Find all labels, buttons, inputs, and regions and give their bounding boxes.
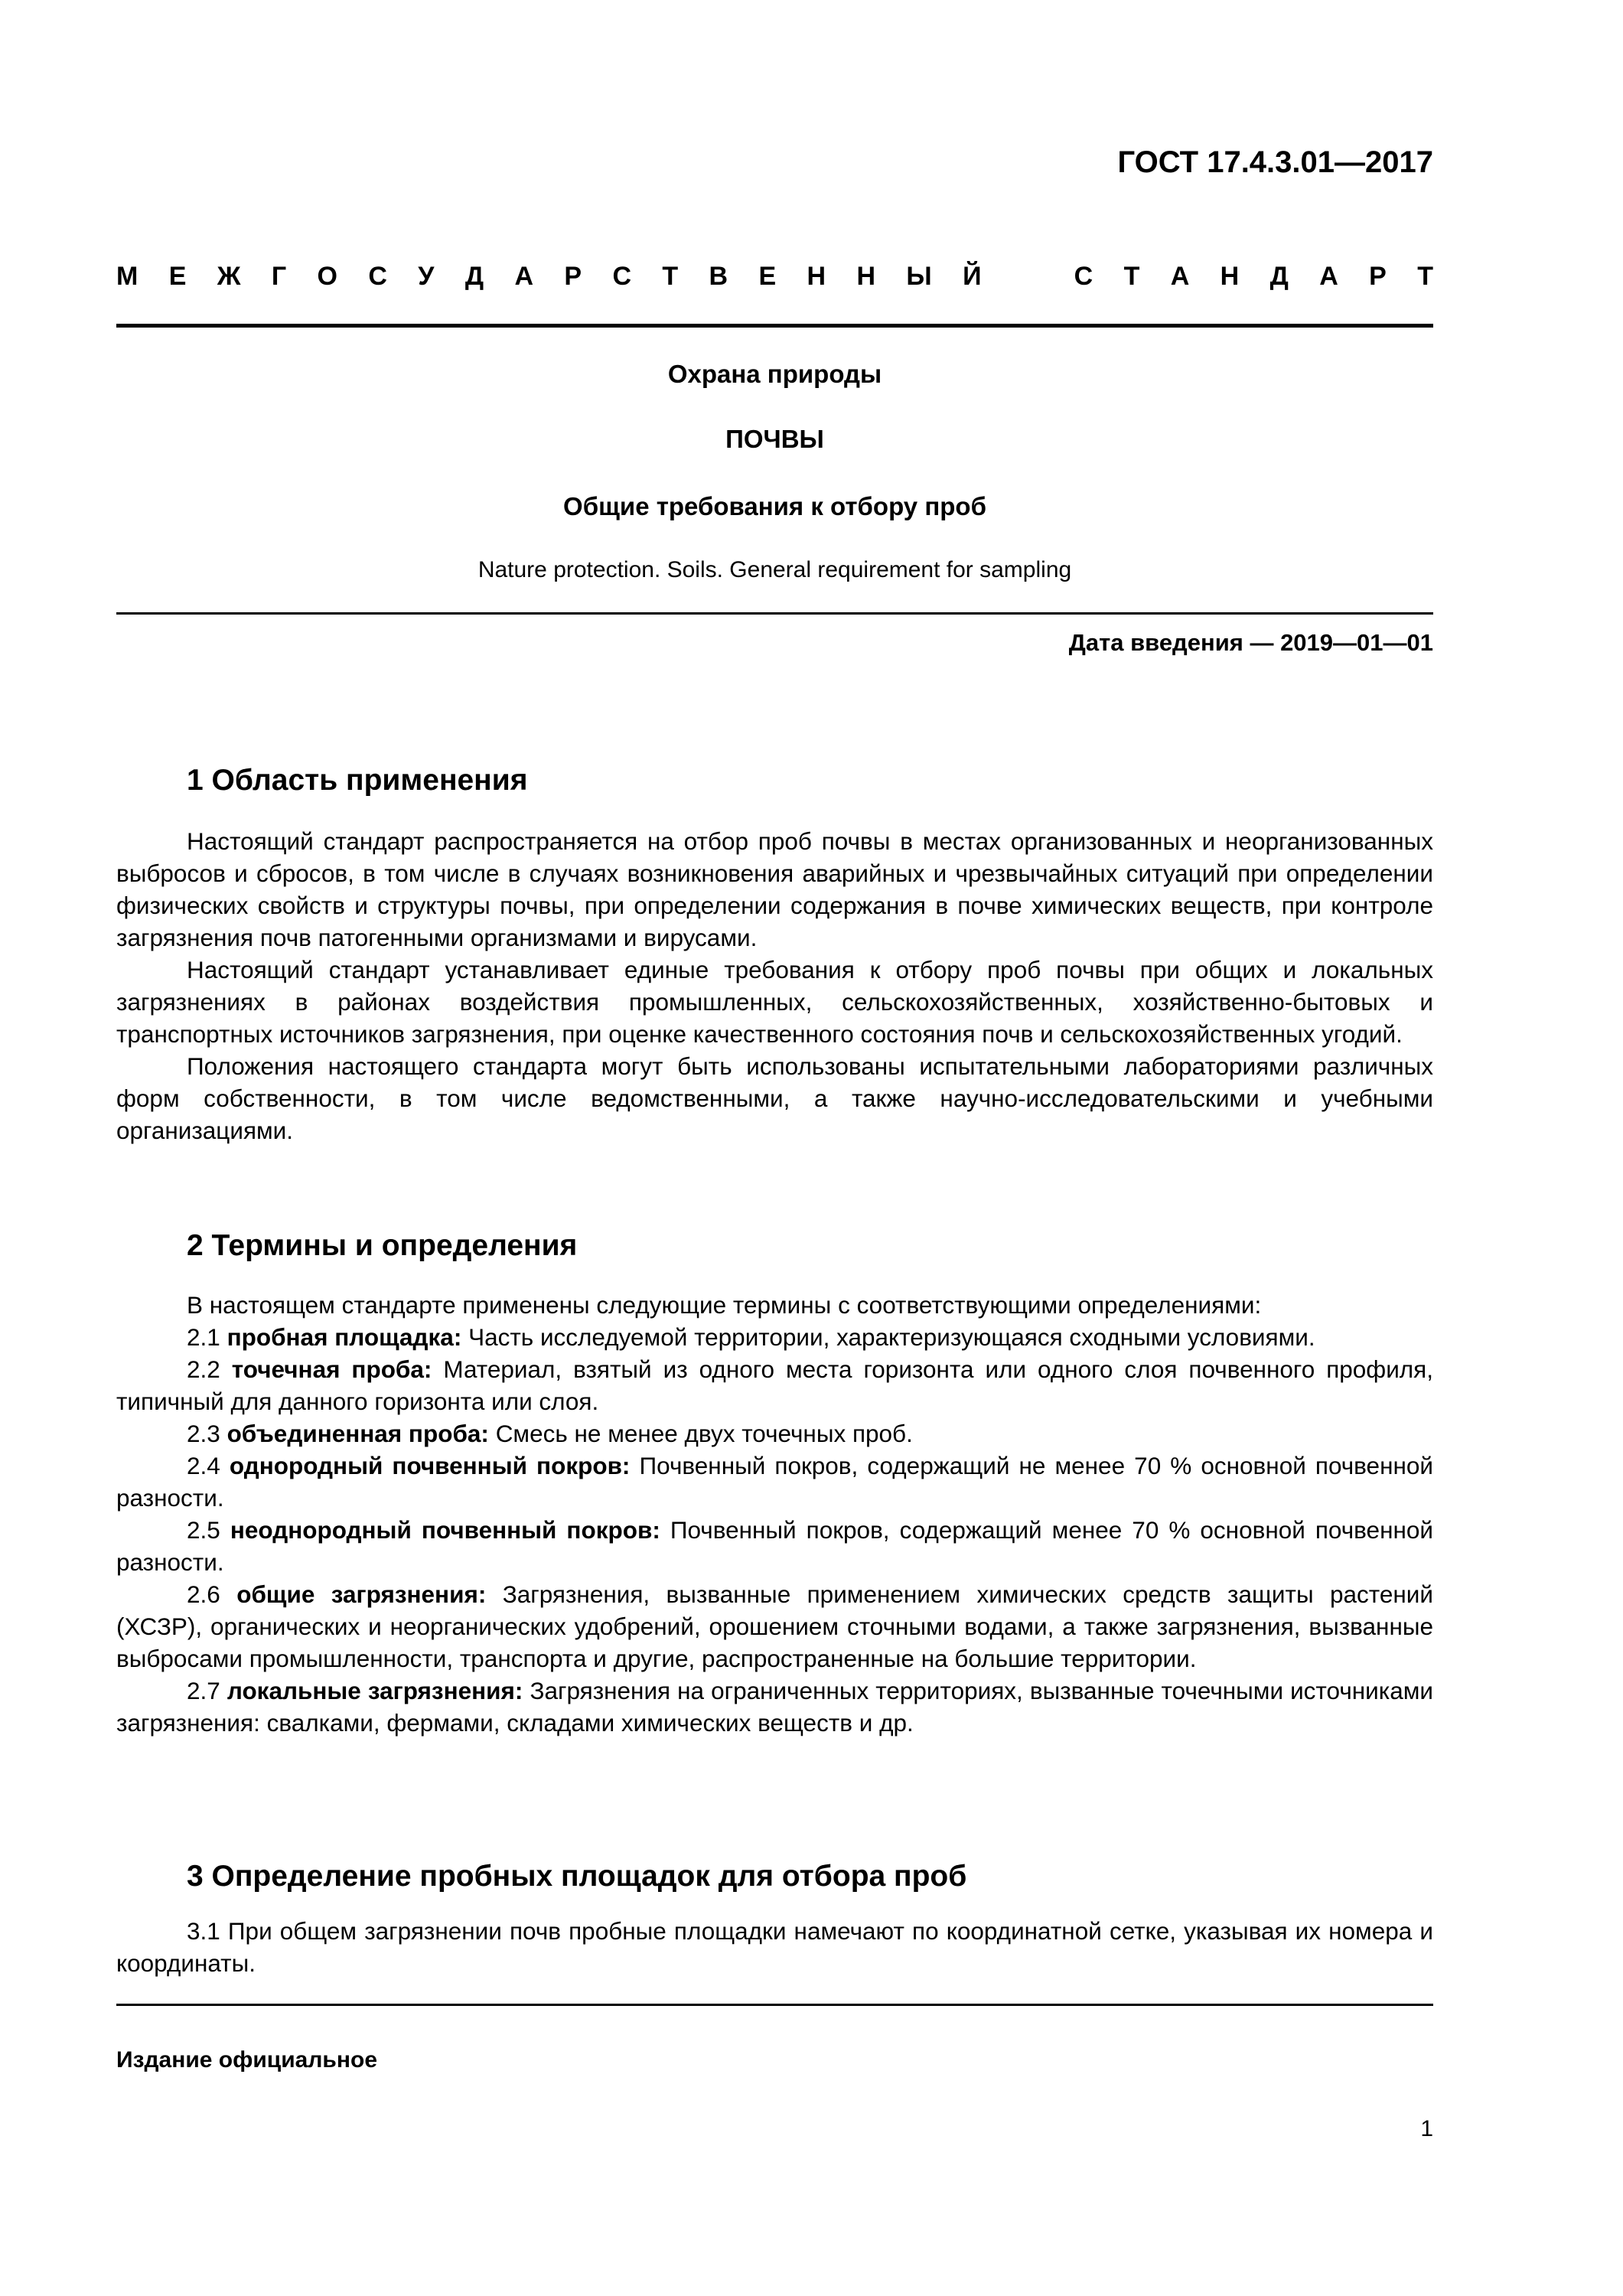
term-name: однородный почвенный покров: <box>229 1452 631 1479</box>
paragraph: Настоящий стандарт распространяется на отбор проб почвы в местах организованных и неорганизованных выбросов и сбросов, в том числе в случаях возникновения аварийных и чрезвычайных ситуаций при определении физических свойств и структуры почвы, при определении содержания в почве химических веществ, при контроле загрязнения почв патогенными организмами и вирусами. <box>116 827 1433 951</box>
banner-letter: С <box>612 262 631 291</box>
interstate-standard-banner <box>116 262 1433 292</box>
term-number: 2.7 <box>187 1677 220 1704</box>
term-definition <box>116 1321 1433 1353</box>
section-2-body <box>116 1289 1433 1739</box>
term-number: 2.2 <box>187 1355 220 1383</box>
term-number: 2.3 <box>187 1420 220 1447</box>
banner-letter: Е <box>168 262 187 291</box>
section-heading: 3 Определение пробных площадок для отбора проб <box>187 1860 967 1893</box>
paragraph: В настоящем стандарте применены следующие термины с соответствующими определениями: <box>187 1291 1262 1319</box>
term-text: Смесь не менее двух точечных проб. <box>495 1420 913 1447</box>
term-text: Материал, взятый из одного места горизонта или одного слоя почвенного профиля, типичный для данного горизонта или слоя. <box>116 1355 1433 1415</box>
term-definition <box>116 1675 1433 1739</box>
banner-letter: Е <box>758 262 777 291</box>
banner-letter: В <box>709 262 728 291</box>
term-number: 2.1 <box>187 1323 220 1351</box>
term-name: локальные загрязнения: <box>227 1677 523 1704</box>
section-1-heading-block <box>116 758 1433 804</box>
term-text: Часть исследуемой территории, характеризующаяся сходными условиями. <box>468 1323 1315 1351</box>
banner-letter: Ж <box>217 262 241 291</box>
term-number: 2.6 <box>187 1580 220 1608</box>
paragraph: 3.1 При общем загрязнении почв пробные площадки намечают по координатной сетке, указывая их номера и координаты. <box>116 1917 1433 1977</box>
section-3-heading-block <box>116 1854 1433 1900</box>
banner-letter: Н <box>856 262 876 291</box>
title-divider <box>116 612 1433 615</box>
banner-letter: Т <box>1123 262 1140 291</box>
banner-letter: Д <box>464 262 484 291</box>
section-1-body <box>116 825 1433 1146</box>
section-2-heading-block <box>116 1223 1433 1269</box>
title-line-2: ПОЧВЫ <box>725 425 824 453</box>
banner-letter: У <box>418 262 435 291</box>
term-text: Почвенный покров, содержащий не менее 70 % основной почвенной разности. <box>116 1452 1433 1512</box>
banner-letter: М <box>116 262 139 291</box>
banner-letter: Д <box>1269 262 1289 291</box>
term-definition <box>116 1514 1433 1578</box>
document-code: ГОСТ 17.4.3.01—2017 <box>1117 145 1433 179</box>
term-text: Почвенный покров, содержащий менее 70 % основной почвенной разности. <box>116 1516 1433 1576</box>
banner-letter: Ы <box>906 262 932 291</box>
banner-letter: С <box>368 262 387 291</box>
banner-letter: Р <box>1369 262 1387 291</box>
term-name: объединенная проба: <box>227 1420 489 1447</box>
english-title: Nature protection. Soils. General requirement for sampling <box>477 557 1072 582</box>
banner-letter: С <box>1074 262 1093 291</box>
term-text: Загрязнения на ограниченных территориях, вызванные точечными источниками загрязнения: свалками, фермами, складами химических веществ и др. <box>116 1677 1433 1737</box>
footer-divider <box>116 2004 1433 2006</box>
paragraph: Положения настоящего стандарта могут быть использованы испытательными лабораториями различных форм собственности, в том числе ведомственными, а также научно-исследовательскими и учебными организациями. <box>116 1052 1433 1144</box>
banner-letter: Г <box>271 262 287 291</box>
banner-letter: А <box>1319 262 1338 291</box>
section-3-body <box>116 1915 1433 1979</box>
banner-letter: Й <box>963 262 982 291</box>
term-definition <box>116 1417 1433 1450</box>
paragraph: Настоящий стандарт устанавливает единые требования к отбору проб почвы при общих и локальных загрязнениях в районах воздействия промышленных, сельскохозяйственных, хозяйственно-бытовых и транспортных источников загрязнения, при оценке качественного состояния почв и сельскохозяйственных угодий. <box>116 956 1433 1048</box>
banner-letter: А <box>1170 262 1190 291</box>
term-name: неоднородный почвенный покров: <box>230 1516 660 1544</box>
term-name: точечная проба: <box>231 1355 432 1383</box>
term-number: 2.4 <box>187 1452 220 1479</box>
banner-letter: Р <box>564 262 582 291</box>
banner-letter: Н <box>807 262 826 291</box>
term-name: общие загрязнения: <box>236 1580 487 1608</box>
term-definition <box>116 1450 1433 1514</box>
banner-letter: Т <box>662 262 679 291</box>
term-number: 2.5 <box>187 1516 220 1544</box>
section-heading: 1 Область применения <box>187 764 528 797</box>
banner-letter: Н <box>1220 262 1240 291</box>
section-heading: 2 Термины и определения <box>187 1229 578 1262</box>
banner-letter: О <box>317 262 337 291</box>
banner-letter: Т <box>1417 262 1433 291</box>
introduction-date: Дата введения — 2019—01—01 <box>1068 629 1433 656</box>
banner-letter: А <box>514 262 533 291</box>
edition-label: Издание официальное <box>116 2047 378 2073</box>
title-line-3: Общие требования к отбору проб <box>563 492 986 520</box>
term-definition <box>116 1578 1433 1675</box>
header-divider <box>116 324 1433 328</box>
page-number: 1 <box>1420 2116 1433 2141</box>
term-definition <box>116 1353 1433 1417</box>
title-line-1: Охрана природы <box>667 360 882 388</box>
term-text: Загрязнения, вызванные применением химических средств защиты растений (ХСЗР), органических и неорганических удобрений, орошением сточными водами, а также загрязнения, вызванные выбросами промышленности, транспорта и другие, распространенные на большие территории. <box>116 1580 1433 1672</box>
term-name: пробная площадка: <box>227 1323 462 1351</box>
